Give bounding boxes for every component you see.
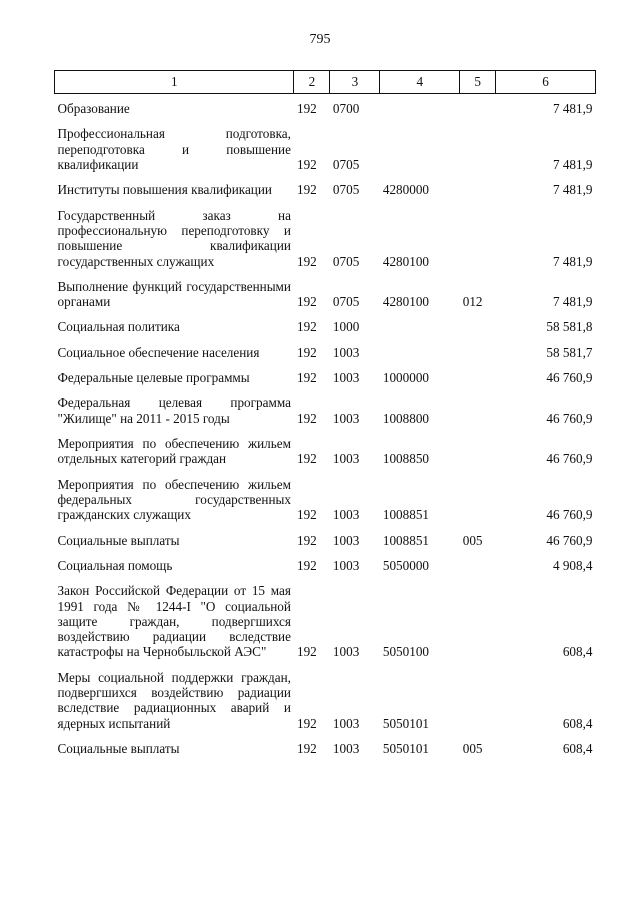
row-col-3: 1003 xyxy=(332,644,360,660)
row-name: Федеральная целевая программа "Жилище" на 2011 - 2015 годы xyxy=(57,395,291,426)
row-col-2: 192 xyxy=(296,557,317,573)
row-name: Социальная помощь xyxy=(57,557,173,573)
header-cell-1: 1 xyxy=(55,71,294,94)
row-col-3: 1003 xyxy=(332,451,360,467)
row-name: Закон Российской Федерации от 15 мая 1991 года № 1244-I "О социальной защите граждан, подвергшихся воздействию радиации вследствие катастрофы на Чернобыльской АЭС" xyxy=(57,583,291,660)
table-row xyxy=(55,551,596,576)
row-name: Профессиональная подготовка, переподготовка и повышение квалификации xyxy=(57,126,291,172)
row-col-2: 192 xyxy=(296,294,317,310)
row-name: Мероприятия по обеспечению жильем федеральных государственных гражданских служащих xyxy=(57,476,291,523)
row-col-4: 5050100 xyxy=(382,644,429,660)
row-col-4 xyxy=(380,94,460,120)
row-col-3: 1003 xyxy=(332,715,360,731)
row-col-3: 1003 xyxy=(332,741,360,756)
row-col-2: 192 xyxy=(296,253,317,269)
row-col-3: 1003 xyxy=(332,370,360,386)
row-col-4: 4280000 xyxy=(382,182,429,198)
row-col-3: 1003 xyxy=(332,507,360,523)
row-name: Социальные выплаты xyxy=(57,741,180,756)
table-row xyxy=(55,338,596,363)
header-row xyxy=(55,71,596,94)
row-col-4: 5050101 xyxy=(382,715,429,731)
row-col-5 xyxy=(460,663,496,734)
row-col-5 xyxy=(460,576,496,663)
row-amount: 4 908,4 xyxy=(552,557,593,573)
row-name: Социальное обеспечение населения xyxy=(57,344,260,360)
row-col-2: 192 xyxy=(296,741,317,756)
row-amount: 608,4 xyxy=(562,715,593,731)
row-amount: 46 760,9 xyxy=(546,410,593,426)
header-cell-4: 4 xyxy=(380,71,460,94)
row-col-4 xyxy=(380,312,460,337)
row-name: Государственный заказ на профессиональную переподготовку и повышение квалификации государственных служащих xyxy=(57,207,291,269)
row-amount: 7 481,9 xyxy=(552,294,593,310)
row-col-3: 1003 xyxy=(332,532,360,548)
row-col-5 xyxy=(460,338,496,363)
row-name: Образование xyxy=(57,101,130,116)
row-col-2: 192 xyxy=(296,507,317,523)
row-col-4: 4280100 xyxy=(382,294,429,310)
row-col-5 xyxy=(460,388,496,429)
table-row xyxy=(55,663,596,734)
row-amount: 7 481,9 xyxy=(552,101,593,116)
table-row xyxy=(55,470,596,526)
header-cell-5: 5 xyxy=(460,71,496,94)
row-name: Институты повышения квалификации xyxy=(57,182,272,198)
row-col-2: 192 xyxy=(296,715,317,731)
row-col-4: 1008851 xyxy=(382,507,429,523)
row-col-2: 192 xyxy=(296,532,317,548)
table-row xyxy=(55,201,596,272)
row-col-4 xyxy=(380,119,460,175)
row-col-5: 012 xyxy=(462,294,483,310)
row-col-3: 1000 xyxy=(332,319,360,335)
header-cell-2: 2 xyxy=(294,71,330,94)
row-col-2: 192 xyxy=(296,370,317,386)
row-amount: 7 481,9 xyxy=(552,156,593,172)
row-col-3: 1003 xyxy=(332,344,360,360)
row-amount: 7 481,9 xyxy=(552,253,593,269)
row-amount: 608,4 xyxy=(562,644,593,660)
row-col-2: 192 xyxy=(296,644,317,660)
row-col-2: 192 xyxy=(296,451,317,467)
row-name: Федеральные целевые программы xyxy=(57,370,250,386)
row-col-2: 192 xyxy=(296,410,317,426)
table-row xyxy=(55,119,596,175)
row-name: Выполнение функций государственными органами xyxy=(57,278,291,310)
row-col-4: 4280100 xyxy=(382,253,429,269)
row-col-5 xyxy=(460,175,496,200)
row-amount: 46 760,9 xyxy=(546,532,593,548)
table-row xyxy=(55,363,596,388)
table-row xyxy=(55,94,596,120)
row-col-4: 1008850 xyxy=(382,451,429,467)
row-col-5: 005 xyxy=(462,741,483,756)
row-col-4: 5050101 xyxy=(382,741,429,756)
row-amount: 46 760,9 xyxy=(546,370,593,386)
table-row xyxy=(55,272,596,313)
row-col-5 xyxy=(460,363,496,388)
row-col-3: 0705 xyxy=(332,294,360,310)
row-col-4: 1008800 xyxy=(382,410,429,426)
row-col-5 xyxy=(460,201,496,272)
row-amount: 58 581,8 xyxy=(546,319,593,335)
row-amount: 58 581,7 xyxy=(546,344,593,360)
row-name: Мероприятия по обеспечению жильем отдельных категорий граждан xyxy=(57,436,291,467)
row-col-3: 0705 xyxy=(332,253,360,269)
row-col-4: 1008851 xyxy=(382,532,429,548)
header-cell-3: 3 xyxy=(330,71,380,94)
row-name: Социальная политика xyxy=(57,319,180,335)
row-col-2: 192 xyxy=(296,101,317,116)
row-col-5: 005 xyxy=(462,532,483,548)
row-amount: 46 760,9 xyxy=(546,451,593,467)
row-col-3: 1003 xyxy=(332,410,360,426)
table-row xyxy=(55,175,596,200)
row-col-5 xyxy=(460,429,496,470)
row-col-3: 0700 xyxy=(332,101,360,116)
row-col-2: 192 xyxy=(296,182,317,198)
table-row xyxy=(55,312,596,337)
row-col-3: 1003 xyxy=(332,557,360,573)
table-row xyxy=(55,576,596,663)
row-col-3: 0705 xyxy=(332,156,360,172)
table-body xyxy=(55,94,596,760)
row-col-5 xyxy=(460,312,496,337)
row-col-4 xyxy=(380,338,460,363)
table-row xyxy=(55,526,596,551)
table-row xyxy=(55,388,596,429)
budget-table xyxy=(54,70,596,759)
row-amount: 608,4 xyxy=(562,741,593,756)
page-number: 795 xyxy=(309,32,331,47)
row-amount: 46 760,9 xyxy=(546,507,593,523)
row-name: Социальные выплаты xyxy=(57,532,180,548)
row-amount: 7 481,9 xyxy=(552,182,593,198)
row-col-5 xyxy=(460,94,496,120)
row-name: Меры социальной поддержки граждан, подвергшихся воздействию радиации вследствие радиационных аварий и ядерных испытаний xyxy=(57,669,291,731)
table-row xyxy=(55,734,596,759)
row-col-3: 0705 xyxy=(332,182,360,198)
row-col-4: 1000000 xyxy=(382,370,429,386)
row-col-2: 192 xyxy=(296,156,317,172)
row-col-5 xyxy=(460,470,496,526)
table-row xyxy=(55,429,596,470)
row-col-2: 192 xyxy=(296,344,317,360)
row-col-5 xyxy=(460,551,496,576)
header-cell-6: 6 xyxy=(496,71,596,94)
row-col-4: 5050000 xyxy=(382,557,429,573)
row-col-5 xyxy=(460,119,496,175)
row-col-2: 192 xyxy=(296,319,317,335)
